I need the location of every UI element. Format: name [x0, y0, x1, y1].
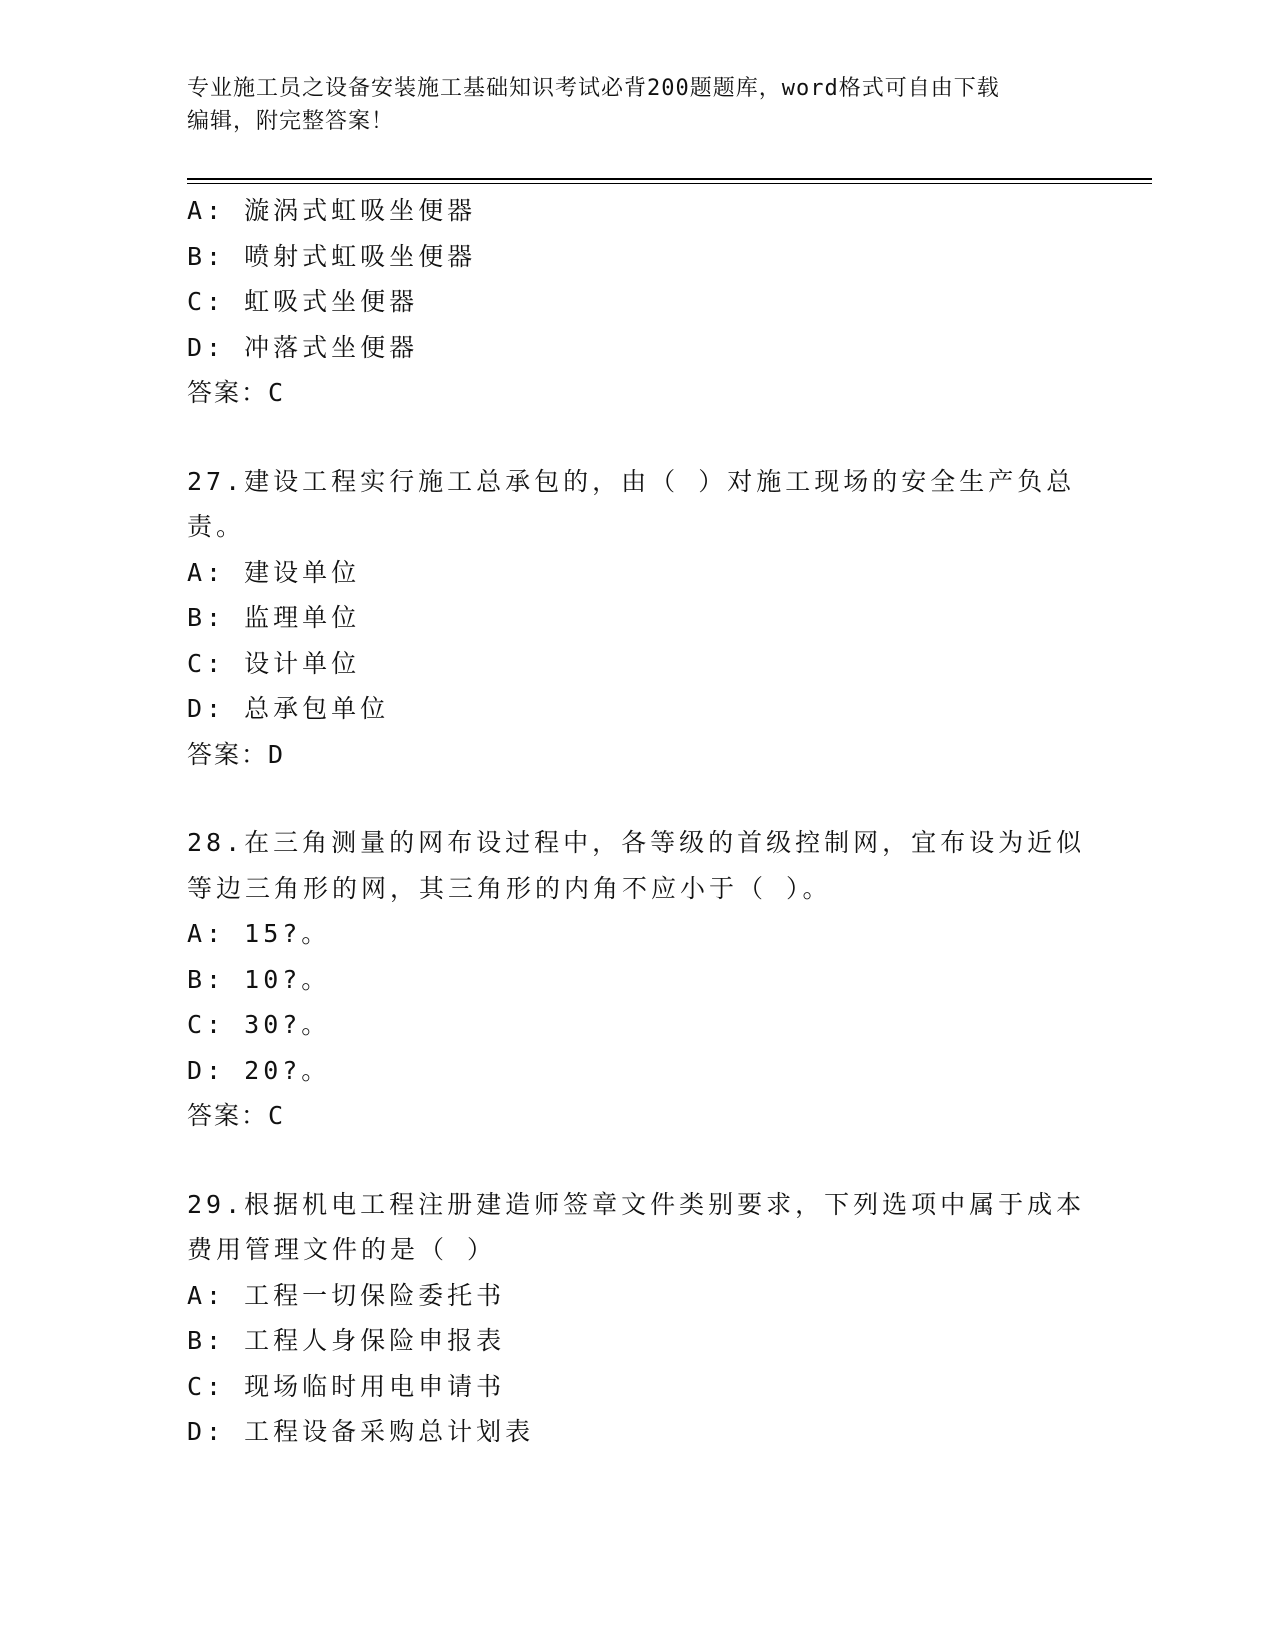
- question-stem-line-1: 29.根据机电工程注册建造师签章文件类别要求，下列选项中属于成本: [187, 1189, 1086, 1219]
- option-d: D: 冲落式坐便器: [187, 332, 419, 362]
- question-stem-line-2: 等边三角形的网，其三角形的内角不应小于（ ）。: [187, 873, 832, 903]
- option-c: C: 30?。: [187, 1010, 331, 1039]
- option-b: B: 10?。: [187, 964, 331, 994]
- option-c: C: 虹吸式坐便器: [187, 287, 419, 316]
- spacer: [187, 416, 1087, 459]
- option-c: C: 设计单位: [187, 648, 361, 678]
- question-stem-line-1: 27.建设工程实行施工总承包的，由（ ）对施工现场的安全生产负总: [187, 466, 1076, 496]
- option-b: B: 喷射式虹吸坐便器: [187, 241, 477, 271]
- option-c: C: 现场临时用电申请书: [187, 1371, 506, 1401]
- question-list: [187, 188, 1087, 1455]
- answer-line: 答案：D: [187, 739, 286, 769]
- option-d: D: 20?。: [187, 1055, 331, 1085]
- question-stem-line-2: 费用管理文件的是（ ）: [187, 1235, 497, 1264]
- answer-line: 答案：C: [187, 378, 286, 407]
- question-stem-line-2: 责。: [187, 512, 246, 541]
- header-title-line-1: 专业施工员之设备安装施工基础知识考试必背200题题库，word格式可自由下载: [187, 76, 1000, 101]
- question-block-previous: [187, 188, 1087, 416]
- header-divider-thin: [187, 183, 1152, 184]
- answer-line: 答案：C: [187, 1101, 286, 1130]
- option-d: D: 总承包单位: [187, 694, 390, 723]
- question-block-28: [187, 820, 1087, 1139]
- question-block-27: [187, 459, 1087, 778]
- option-a: A: 工程一切保险委托书: [187, 1280, 506, 1310]
- spacer: [187, 1139, 1087, 1182]
- option-d: D: 工程设备采购总计划表: [187, 1417, 535, 1446]
- option-b: B: 监理单位: [187, 603, 361, 632]
- question-stem-line-1: 28.在三角测量的网布设过程中，各等级的首级控制网，宜布设为近似: [187, 828, 1086, 857]
- header-divider-thick: [187, 178, 1152, 180]
- spacer: [187, 777, 1087, 820]
- header-title-line-2: 编辑，附完整答案！: [187, 109, 395, 134]
- option-a: A: 漩涡式虹吸坐便器: [187, 196, 477, 225]
- option-a: A: 建设单位: [187, 557, 361, 587]
- option-b: B: 工程人身保险申报表: [187, 1326, 506, 1355]
- document-header: [187, 72, 1067, 138]
- question-block-29: [187, 1182, 1087, 1455]
- option-a: A: 15?。: [187, 919, 331, 948]
